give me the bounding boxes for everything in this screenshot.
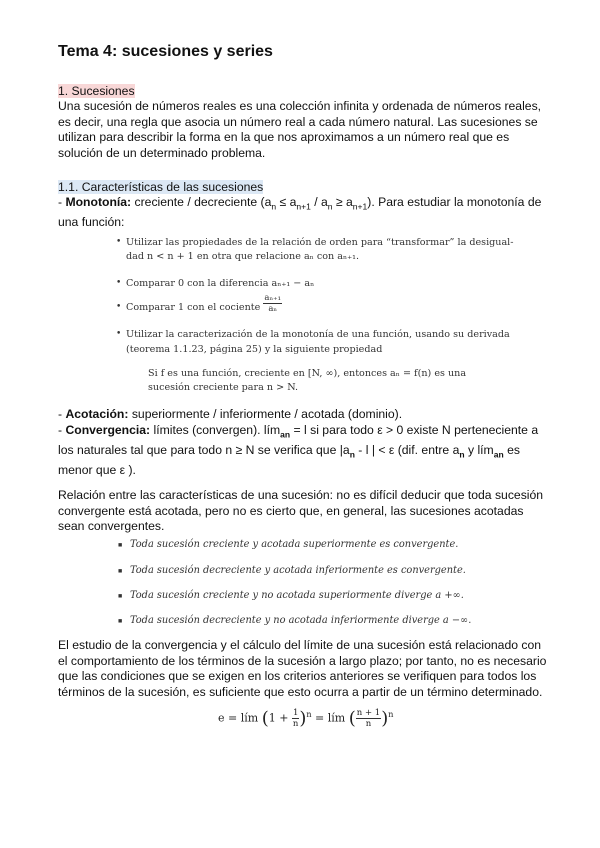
numerator: 1 <box>292 708 299 718</box>
math-property-2: sucesión creciente para n > N. <box>148 382 299 393</box>
formula-text: 1 + <box>268 711 289 725</box>
text: ). Para estudiar la monotonía de una función: <box>58 195 542 229</box>
fraction <box>263 293 282 314</box>
text: Comparar 1 con el cociente <box>126 302 261 313</box>
numerator: n + 1 <box>356 708 381 718</box>
denominator: aₙ <box>268 304 278 314</box>
page-title: Tema 4: sucesiones y series <box>58 43 273 60</box>
section-1-1-heading: 1.1. Características de las sucesiones <box>58 180 264 194</box>
relacion-item-4: Toda sucesión decreciente y no acotada inferiormente diverge a −∞. <box>130 615 472 626</box>
text: y lím <box>464 442 494 457</box>
numerator: aₙ₊₁ <box>264 293 282 303</box>
square-bullet-icon: ■ <box>118 541 123 549</box>
math-property-1: Si f es una función, creciente en [N, ∞), entonces aₙ = f(n) es una <box>148 368 467 379</box>
text: / a <box>310 195 328 209</box>
limit-formula: e = lím (1 + $\frac{1}{n}$ )$^n$ = lím ( $\frac{n + 1}{n}$ )$^n$ <box>218 708 394 729</box>
denominator: n <box>365 719 372 729</box>
math-bullet-1a: Utilizar las propiedades de la relación de orden para “transformar” la desigual- <box>126 237 514 248</box>
square-bullet-icon: ■ <box>118 617 123 625</box>
relacion-item-2: Toda sucesión decreciente y acotada inferiormente es convergente. <box>130 565 466 576</box>
section-heading <box>58 84 548 100</box>
formula-text: e = lím <box>218 711 259 725</box>
text: = l si para todo ε > 0 existe N perteneciente a los naturales tal que para todo n ≥ N se verifica que |a <box>58 423 539 457</box>
relacion-item-3: Toda sucesión creciente y no acotada superiormente diverge a +∞. <box>130 590 464 601</box>
bullet-icon: • <box>116 302 122 312</box>
math-bullet-1b: dad n < n + 1 en otra que relacione aₙ con aₙ₊₁. <box>126 251 360 262</box>
math-bullet-2: Comparar 0 con la diferencia aₙ₊₁ − aₙ <box>126 278 315 289</box>
exponent: n <box>388 709 394 719</box>
monotonia-label: Monotonía: <box>65 195 132 209</box>
sub: n+1 <box>296 201 311 212</box>
text: - l | < ε (dif. entre a <box>354 442 460 457</box>
subsection-heading <box>58 180 548 196</box>
text: superiormente / inferiormente / acotada (dominio). <box>128 407 403 421</box>
sub-n: n <box>459 449 465 460</box>
acotacion-label: Acotación: <box>65 407 129 421</box>
convergencia-paragraph: - Convergencia: límites (convergen). lím$_{an}$ = l si para todo ε > 0 existe N perteneciente a los naturales tal que para todo n ≥ N se verifica que $|a_n$ - l | < ε (dif. entre $a_n$ y lím$_{an}$ es menor que ε ). <box>58 423 539 477</box>
sub-an: an <box>493 449 504 460</box>
sub-n: n <box>349 449 355 460</box>
math-bullet-4a: Utilizar la caracterización de la monotonía de una función, usando su derivada <box>126 329 510 340</box>
sub: n <box>327 201 333 212</box>
math-bullet-4b: (teorema 1.1.23, página 25) y la siguiente propiedad <box>126 344 383 355</box>
square-bullet-icon: ■ <box>118 592 123 600</box>
square-bullet-icon: ■ <box>118 567 123 575</box>
sub-an: an <box>280 429 291 440</box>
section-1-heading: 1. Sucesiones <box>58 84 135 98</box>
acotacion-paragraph: - Acotación: superiormente / inferiormente / acotada (dominio). <box>58 407 403 421</box>
section-1-body: Una sucesión de números reales es una colección infinita y ordenada de números reales, es decir, una regla que asocia un número real a cada número natural. Las sucesiones se utilizan para describir la forma en la que nos aproximamos a un número real que es solución de un determinado problema. <box>58 99 542 160</box>
sub: n <box>271 201 277 212</box>
denominator: n <box>292 719 299 729</box>
text: ≥ a <box>332 195 353 209</box>
estudio-paragraph: El estudio de la convergencia y el cálculo del límite de una sucesión está relacionado con el comportamiento de los términos de la sucesión a largo plazo; por tanto, no es necesario que las condiciones que se exigen en los criterios anteriores se verifiquen para todos los términos de la sucesión, es suficiente que esto ocurra a partir de un término determinado. <box>58 638 547 699</box>
text: límites (convergen). lím <box>150 423 281 437</box>
monotonia-paragraph: - Monotonía: creciente / decreciente $(a_n \le a_{n+1} / a_n \ge a_{n+1})$. Para estudiar la monotonía de una función: <box>58 195 542 229</box>
bullet-icon: • <box>116 237 122 247</box>
formula-text: = lím <box>315 711 346 725</box>
text: creciente / decreciente (a <box>131 195 272 209</box>
text: es menor que ε ). <box>58 442 520 477</box>
fraction <box>356 708 381 729</box>
bullet-icon: • <box>116 278 122 288</box>
sub: n+1 <box>352 201 368 212</box>
relacion-paragraph: Relación entre las características de una sucesión: no es difícil deducir que toda sucesión convergente está acotada, pero no es cierto que, en general, las sucesiones acotadas sean convergentes. <box>58 488 544 533</box>
convergencia-label: Convergencia: <box>65 423 151 437</box>
bullet-icon: • <box>116 329 122 339</box>
relacion-item-1: Toda sucesión creciente y acotada superiormente es convergente. <box>130 539 459 550</box>
math-bullet-3 <box>126 293 282 314</box>
exponent: n <box>306 709 312 719</box>
text: ≤ a <box>276 195 297 209</box>
